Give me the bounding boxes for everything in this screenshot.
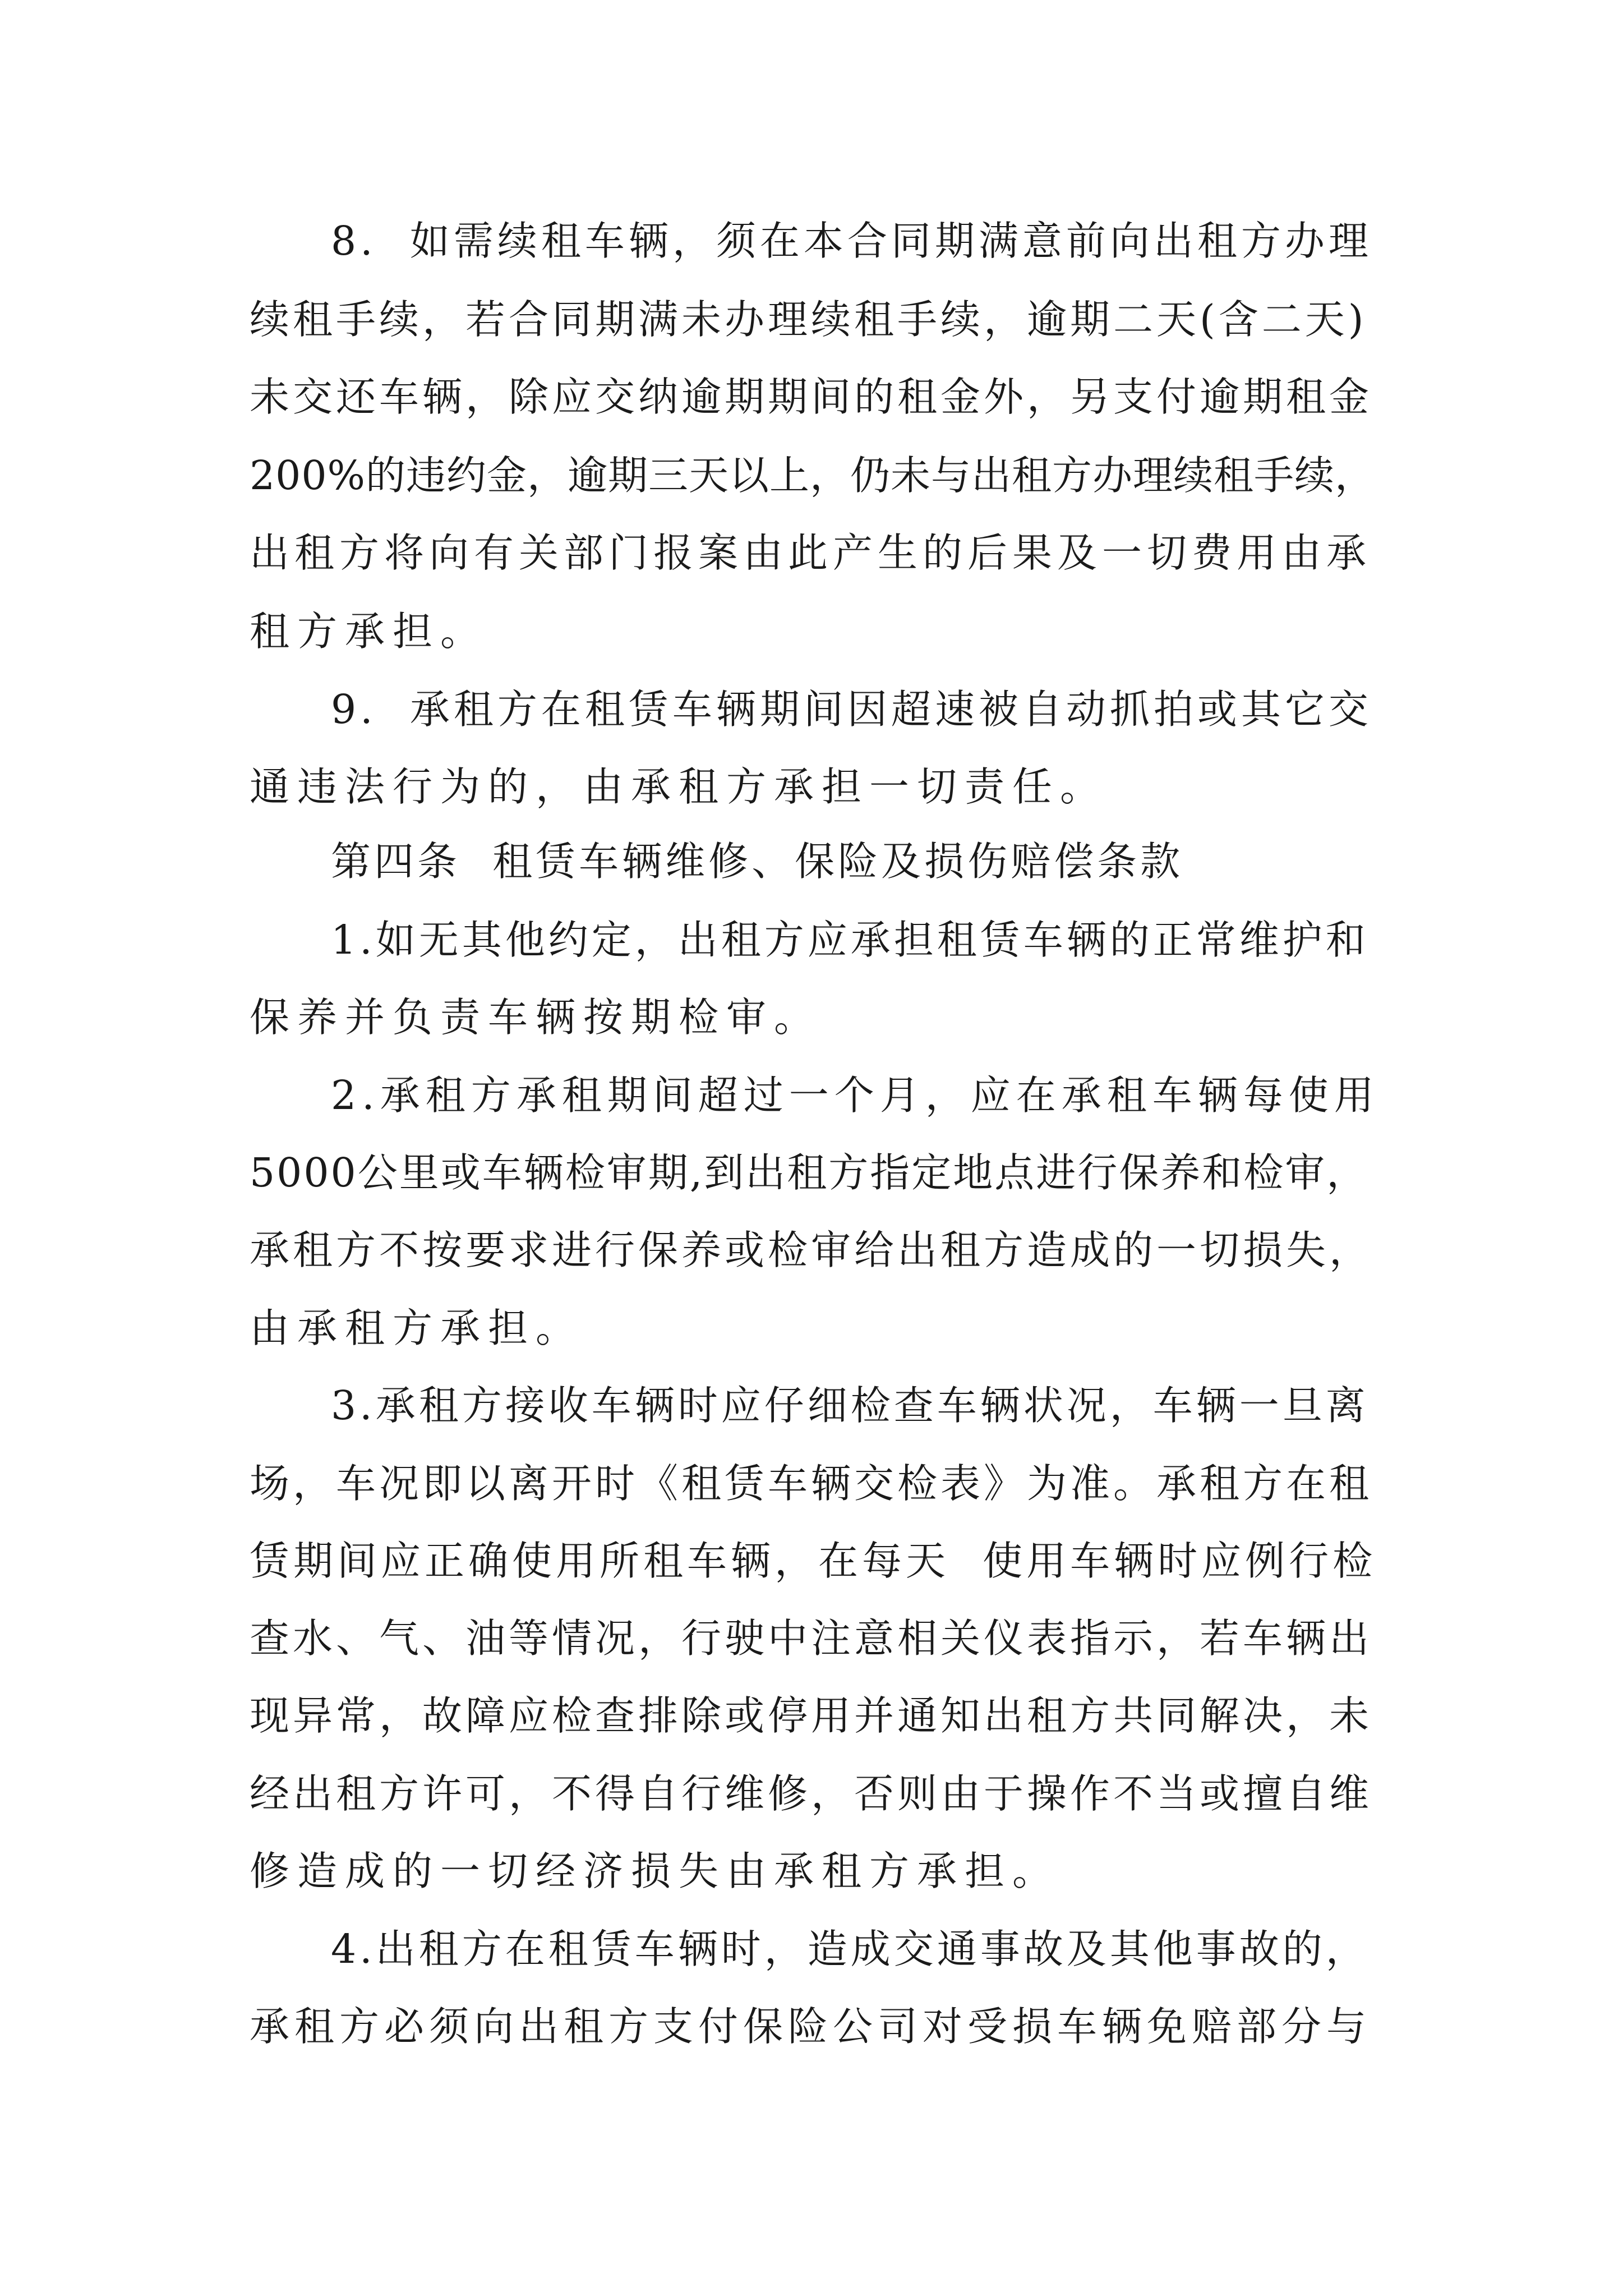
text-line-22: 修造成的一切经济损失由承租方承担。 <box>250 1848 1061 1894</box>
text-line-13: 5000公里或车辆检审期,到出租方指定地点进行保养和检审， <box>250 1149 1368 1196</box>
text-line-21: 经出租方许可，不得自行维修，否则由于操作不当或擅自维 <box>250 1770 1373 1817</box>
text-line-15: 由承租方承担。 <box>250 1305 584 1351</box>
text-line-24: 承租方必须向出租方支付保险公司对受损车辆免赔部分与 <box>250 2003 1372 2050</box>
text-line-11: 保养并负责车辆按期检审。 <box>250 994 822 1041</box>
text-line-18: 赁期间应正确使用所租车辆，在每天 使用车辆时应例行检 <box>250 1538 1377 1584</box>
text-line-6: 租方承担。 <box>250 608 488 655</box>
text-line-19: 查水、气、油等情况，行驶中注意相关仪表指示，若车辆出 <box>250 1615 1373 1662</box>
text-line-16: 3.承租方接收车辆时应仔细检查车辆状况，车辆一旦离 <box>331 1382 1369 1429</box>
text-line-10: 1.如无其他约定，出租方应承担租赁车辆的正常维护和 <box>331 917 1369 963</box>
section-heading: 第四条 租赁车辆维修、保险及损伤赔偿条款 <box>331 838 1184 885</box>
text-line-12: 2.承租方承租期间超过一个月，应在承租车辆每使用 <box>331 1072 1380 1119</box>
text-line-17: 场，车况即以离开时《租赁车辆交检表》为准。承租方在租 <box>250 1460 1373 1507</box>
text-line-2: 续租手续，若合同期满未办理续租手续，逾期二天(含二天) <box>250 296 1367 343</box>
text-line-20: 现异常，故障应检查排除或停用并通知出租方共同解决，未 <box>250 1692 1373 1739</box>
text-line-4: 200%的违约金，逾期三天以上，仍未与出租方办理续租手续， <box>250 452 1375 499</box>
text-line-5: 出租方将向有关部门报案由此产生的后果及一切费用由承 <box>250 530 1372 576</box>
text-line-23: 4.出租方在租赁车辆时，造成交通事故及其他事故的， <box>331 1926 1369 1972</box>
text-line-8: 通违法行为的，由承租方承担一切责任。 <box>250 763 1108 810</box>
text-line-14: 承租方不按要求进行保养或检审给出租方造成的一切损失， <box>250 1227 1373 1273</box>
text-line-1: 8. 如需续租车辆，须在本合同期满意前向出租方办理 <box>331 218 1372 264</box>
text-line-7: 9. 承租方在租赁车辆期间因超速被自动抓拍或其它交 <box>331 686 1372 733</box>
text-line-3: 未交还车辆，除应交纳逾期期间的租金外，另支付逾期租金 <box>250 374 1373 420</box>
